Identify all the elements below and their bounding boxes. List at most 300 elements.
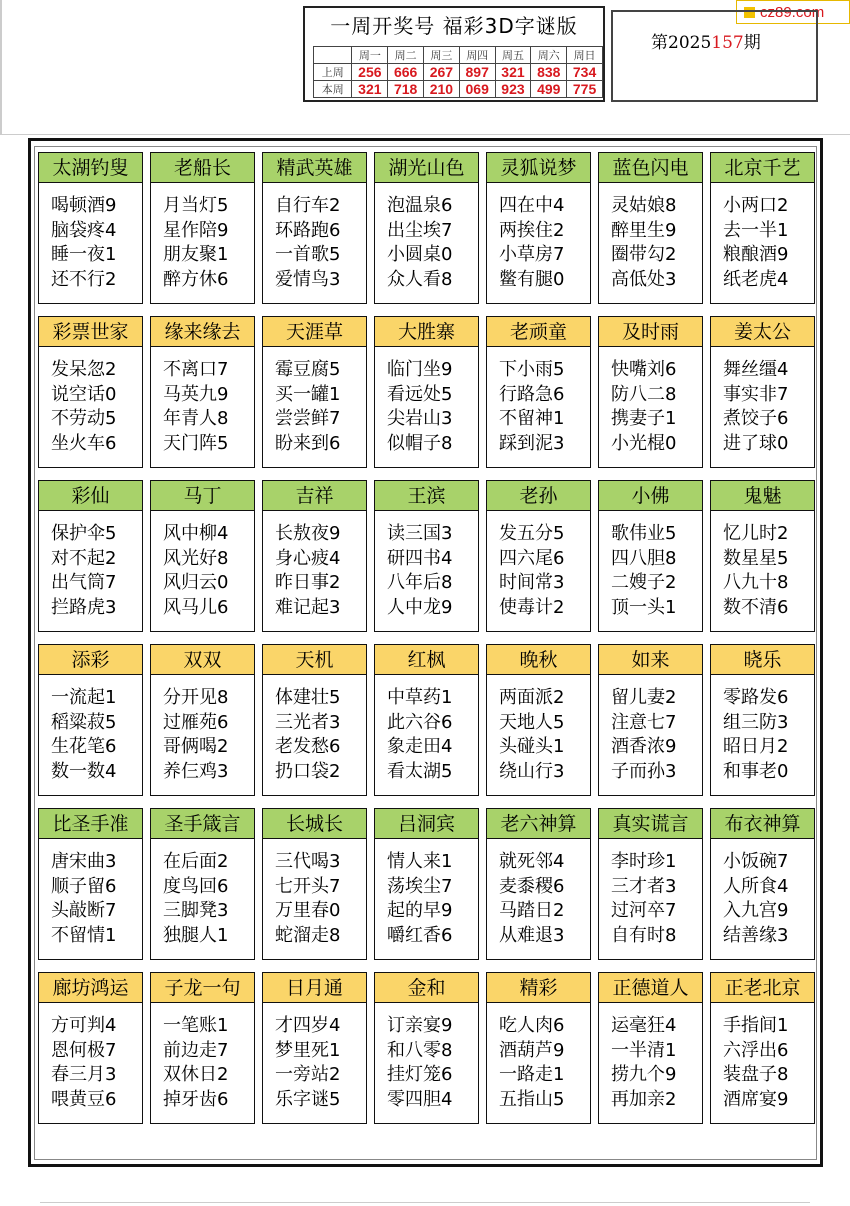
riddle-card (598, 972, 703, 1124)
riddle-lines (375, 675, 478, 784)
riddle-line: 研四书4 (387, 547, 453, 569)
riddle-card-title: 及时雨 (599, 317, 702, 347)
riddle-card (710, 972, 815, 1124)
riddle-line: 纸老虎4 (723, 268, 789, 290)
riddle-card-title: 彩票世家 (39, 317, 142, 347)
riddle-card (262, 152, 367, 304)
riddle-line: 度鸟回6 (163, 875, 229, 897)
riddle-line: 行路急6 (499, 383, 565, 405)
riddle-lines (711, 1003, 814, 1112)
riddle-line: 防八二8 (611, 383, 677, 405)
table-row (314, 64, 603, 81)
riddle-line: 灵姑娘8 (611, 195, 677, 216)
riddle-card (486, 972, 591, 1124)
draw-number: 897 (459, 64, 495, 81)
riddle-lines (487, 183, 590, 292)
riddle-lines (151, 183, 254, 292)
riddle-line: 三光者3 (275, 711, 341, 733)
riddle-line: 情人来1 (387, 851, 453, 872)
riddle-line: 恩何极7 (51, 1039, 117, 1061)
riddle-line: 和八零8 (387, 1039, 453, 1061)
draw-number: 718 (388, 81, 424, 98)
riddle-line: 四在中4 (499, 195, 565, 216)
riddle-line: 一笔账1 (163, 1015, 229, 1036)
riddle-lines (151, 1003, 254, 1112)
riddle-line: 风光好8 (163, 547, 229, 569)
riddle-line: 体建壮5 (275, 687, 341, 708)
riddle-card (150, 152, 255, 304)
riddle-line: 数一数4 (51, 760, 117, 782)
riddle-lines (711, 839, 814, 948)
riddle-line: 出尘埃7 (387, 219, 453, 241)
riddle-card (598, 152, 703, 304)
riddle-lines (487, 1003, 590, 1112)
riddle-line: 留儿妻2 (611, 687, 677, 708)
riddle-line: 环路跑6 (275, 219, 341, 241)
riddle-line: 拦路虎3 (51, 596, 117, 618)
riddle-line: 一半清1 (611, 1039, 677, 1061)
riddle-line: 似帽子8 (387, 432, 453, 454)
riddle-card-title: 添彩 (39, 645, 142, 675)
riddle-card-title: 北京千艺 (711, 153, 814, 183)
draw-number: 256 (352, 64, 388, 81)
riddle-card (262, 972, 367, 1124)
riddle-line: 三脚凳3 (163, 900, 229, 921)
riddle-lines (487, 675, 590, 784)
riddle-card (710, 480, 815, 632)
riddle-line: 扔口袋2 (275, 760, 341, 782)
riddle-line: 从难退3 (499, 924, 565, 946)
riddle-card (710, 808, 815, 960)
riddle-lines (263, 183, 366, 292)
riddle-line: 嚼红香6 (387, 924, 453, 946)
riddle-lines (599, 347, 702, 456)
riddle-line: 脑袋疼4 (51, 219, 117, 241)
riddle-line: 数星星5 (723, 547, 789, 569)
draw-number: 923 (495, 81, 531, 98)
riddle-line: 盼来到6 (275, 432, 341, 454)
riddle-line: 和事老0 (723, 760, 789, 782)
day-header: 周四 (459, 47, 495, 64)
riddle-line: 小草房7 (499, 244, 565, 265)
riddle-line: 李时珍1 (611, 851, 677, 872)
riddle-card (38, 316, 143, 468)
riddle-line: 快嘴刘6 (611, 359, 677, 380)
riddle-line: 四八胆8 (611, 547, 677, 569)
riddle-line: 歌伟业5 (611, 523, 677, 544)
riddle-card-title: 吕洞宾 (375, 809, 478, 839)
riddle-line: 星作陪9 (163, 219, 229, 241)
riddle-lines (151, 511, 254, 620)
riddle-line: 保护伞5 (51, 523, 117, 544)
riddle-line: 使毒计2 (499, 596, 565, 618)
riddle-line: 还不行2 (51, 268, 117, 290)
riddle-card-title: 天机 (263, 645, 366, 675)
draw-number: 499 (531, 81, 567, 98)
riddle-card-title: 正德道人 (599, 973, 702, 1003)
riddle-card-title: 真实谎言 (599, 809, 702, 839)
riddle-lines (263, 1003, 366, 1112)
riddle-line: 运毫狂4 (611, 1015, 677, 1036)
draw-number: 321 (352, 81, 388, 98)
riddle-card-title: 鬼魅 (711, 481, 814, 511)
day-header: 周六 (531, 47, 567, 64)
period-prefix: 第2025 (651, 33, 712, 53)
row-label: 本周 (314, 81, 352, 98)
period-number: 157 (711, 33, 744, 53)
riddle-line: 就死邻4 (499, 851, 565, 872)
riddle-line: 风马儿6 (163, 596, 229, 618)
riddle-line: 自行车2 (275, 195, 341, 216)
riddle-line: 过雁苑6 (163, 711, 229, 733)
riddle-line: 生花笔6 (51, 736, 117, 757)
riddle-line: 圈带勾2 (611, 244, 677, 265)
day-header: 周三 (424, 47, 460, 64)
riddle-line: 前边走7 (163, 1039, 229, 1061)
riddle-line: 方可判4 (51, 1015, 117, 1036)
riddle-line: 一路走1 (499, 1064, 565, 1085)
riddle-line: 春三月3 (51, 1064, 117, 1085)
riddle-line: 酒席宴9 (723, 1088, 789, 1110)
riddle-card-title: 天涯草 (263, 317, 366, 347)
day-header: 周日 (567, 47, 603, 64)
riddle-line: 梦里死1 (275, 1039, 341, 1061)
riddle-card-title: 老六神算 (487, 809, 590, 839)
riddle-card-title: 马丁 (151, 481, 254, 511)
riddle-line: 再加亲2 (611, 1088, 677, 1110)
period-suffix: 期 (743, 33, 761, 53)
riddle-card (374, 808, 479, 960)
riddle-line: 两挨住2 (499, 219, 565, 241)
riddle-lines (375, 347, 478, 456)
riddle-lines (39, 183, 142, 292)
riddle-line: 风归云0 (163, 572, 229, 593)
riddle-line: 人中龙9 (387, 596, 453, 618)
riddle-card (262, 480, 367, 632)
riddle-line: 蛇溜走8 (275, 924, 341, 946)
riddle-line: 过河卒7 (611, 900, 677, 921)
riddle-lines (599, 839, 702, 948)
riddle-line: 哥俩喝2 (163, 736, 229, 757)
riddle-lines (711, 511, 814, 620)
riddle-line: 众人看8 (387, 268, 453, 290)
riddle-card-title: 廊坊鸿运 (39, 973, 142, 1003)
riddle-line: 五指山5 (499, 1088, 565, 1110)
riddle-line: 一旁站2 (275, 1064, 341, 1085)
riddle-card (374, 152, 479, 304)
riddle-lines (375, 839, 478, 948)
riddle-card-title: 金和 (375, 973, 478, 1003)
riddle-line: 粮酿酒9 (723, 244, 789, 265)
riddle-line: 出气筒7 (51, 572, 117, 593)
day-header: 周五 (495, 47, 531, 64)
riddle-grid (38, 152, 816, 1124)
riddle-card-title: 圣手箴言 (151, 809, 254, 839)
riddle-line: 三才者3 (611, 875, 677, 897)
riddle-lines (39, 675, 142, 784)
riddle-card (710, 316, 815, 468)
riddle-lines (39, 511, 142, 620)
riddle-line: 万里春0 (275, 900, 341, 921)
riddle-card (38, 480, 143, 632)
riddle-line: 顶一头1 (611, 596, 677, 618)
riddle-lines (39, 1003, 142, 1112)
riddle-line: 小两口2 (723, 195, 789, 216)
riddle-lines (711, 675, 814, 784)
riddle-line: 麦黍稷6 (499, 875, 565, 897)
riddle-line: 醉方休6 (163, 268, 229, 290)
riddle-card-title: 双双 (151, 645, 254, 675)
riddle-line: 天地人5 (499, 711, 565, 733)
riddle-line: 朋友聚1 (163, 244, 229, 265)
riddle-lines (599, 675, 702, 784)
riddle-line: 一首歌5 (275, 244, 341, 265)
riddle-line: 头敲断7 (51, 900, 117, 921)
riddle-card (262, 644, 367, 796)
draw-number: 321 (495, 64, 531, 81)
riddle-card (598, 316, 703, 468)
riddle-line: 人所食4 (723, 875, 789, 897)
riddle-line: 爱情鸟3 (275, 268, 341, 290)
riddle-line: 长敖夜9 (275, 523, 341, 544)
riddle-line: 进了球0 (723, 432, 789, 454)
riddle-card-title: 如来 (599, 645, 702, 675)
riddle-lines (375, 183, 478, 292)
header-divider (0, 134, 850, 135)
riddle-line: 分开见8 (163, 687, 229, 708)
riddle-line: 不留情1 (51, 924, 117, 946)
riddle-line: 六浮出6 (723, 1039, 789, 1061)
riddle-line: 象走田4 (387, 736, 453, 757)
draw-number: 838 (531, 64, 567, 81)
riddle-line: 数不清6 (723, 596, 789, 618)
riddle-line: 起的早9 (387, 900, 453, 921)
riddle-card (150, 480, 255, 632)
riddle-lines (599, 511, 702, 620)
riddle-line: 结善缘3 (723, 924, 789, 946)
riddle-line: 时间常3 (499, 572, 565, 593)
riddle-card (486, 808, 591, 960)
riddle-line: 马踏日2 (499, 900, 565, 921)
riddle-line: 掉牙齿6 (163, 1088, 229, 1110)
riddle-card-title: 大胜寨 (375, 317, 478, 347)
riddle-line: 天门阵5 (163, 432, 229, 454)
riddle-line: 舞丝缰4 (723, 359, 789, 380)
riddle-lines (487, 347, 590, 456)
riddle-line: 头碰头1 (499, 736, 565, 757)
riddle-line: 捞九个9 (611, 1064, 677, 1085)
riddle-card-title: 老孙 (487, 481, 590, 511)
riddle-line: 事实非7 (723, 383, 789, 405)
draw-number: 775 (567, 81, 603, 98)
riddle-card (38, 152, 143, 304)
table-row (314, 81, 603, 98)
riddle-line: 去一半1 (723, 219, 789, 241)
riddle-card (262, 316, 367, 468)
riddle-line: 装盘子8 (723, 1064, 789, 1085)
riddle-line: 二嫂子2 (611, 572, 677, 593)
riddle-line: 下小雨5 (499, 359, 565, 380)
draw-number: 210 (424, 81, 460, 98)
riddle-line: 一流起1 (51, 687, 117, 708)
riddle-lines (711, 347, 814, 456)
riddle-line: 喝顿酒9 (51, 195, 117, 216)
riddle-card-title: 灵狐说梦 (487, 153, 590, 183)
riddle-line: 入九宫9 (723, 900, 789, 921)
riddle-card (374, 316, 479, 468)
riddle-line: 养仨鸡3 (163, 760, 229, 782)
riddle-line: 荡埃尘7 (387, 875, 453, 897)
draw-results-panel (303, 6, 605, 102)
riddle-line: 说空话0 (51, 383, 117, 405)
draw-number: 734 (567, 64, 603, 81)
riddle-line: 老发愁6 (275, 736, 341, 757)
riddle-line: 携妻子1 (611, 408, 677, 429)
riddle-line: 双休日2 (163, 1064, 229, 1085)
riddle-line: 此六谷6 (387, 711, 453, 733)
riddle-line: 临门坐9 (387, 359, 453, 380)
draw-number: 666 (388, 64, 424, 81)
riddle-line: 四六尾6 (499, 547, 565, 569)
riddle-lines (487, 511, 590, 620)
draw-number: 267 (424, 64, 460, 81)
footer-divider (40, 1202, 810, 1203)
draw-results-table (313, 46, 603, 98)
riddle-line: 尝尝鲜7 (275, 408, 341, 429)
riddle-line: 零四胆4 (387, 1088, 453, 1110)
riddle-card (598, 808, 703, 960)
riddle-card (374, 972, 479, 1124)
riddle-card-title: 小佛 (599, 481, 702, 511)
riddle-card (710, 152, 815, 304)
riddle-line: 八年后8 (387, 572, 453, 593)
riddle-line: 顺子留6 (51, 875, 117, 897)
riddle-card-title: 日月通 (263, 973, 366, 1003)
riddle-line: 乐字谜5 (275, 1088, 341, 1110)
table-header-row (314, 47, 603, 64)
riddle-line: 吃人肉6 (499, 1015, 565, 1036)
riddle-line: 买一罐1 (275, 383, 341, 405)
riddle-line: 醉里生9 (611, 219, 677, 241)
riddle-line: 三代喝3 (275, 851, 341, 872)
riddle-card (598, 480, 703, 632)
riddle-lines (487, 839, 590, 948)
riddle-line: 七开头7 (275, 875, 341, 897)
riddle-card-title: 比圣手准 (39, 809, 142, 839)
riddle-card (486, 480, 591, 632)
riddle-line: 喂黄豆6 (51, 1088, 117, 1110)
riddle-line: 看太湖5 (387, 760, 453, 782)
riddle-card-title: 晓乐 (711, 645, 814, 675)
riddle-line: 踩到泥3 (499, 432, 565, 454)
riddle-card (150, 808, 255, 960)
riddle-line: 稻粱菽5 (51, 711, 117, 733)
riddle-line: 风中柳4 (163, 523, 229, 544)
riddle-lines (151, 675, 254, 784)
riddle-card-title: 晚秋 (487, 645, 590, 675)
riddle-line: 发五分5 (499, 523, 565, 544)
riddle-line: 手指间1 (723, 1015, 789, 1036)
riddle-line: 忆儿时2 (723, 523, 789, 544)
riddle-lines (375, 511, 478, 620)
riddle-lines (151, 347, 254, 456)
riddle-card (150, 644, 255, 796)
riddle-card (486, 152, 591, 304)
riddle-line: 独腿人1 (163, 924, 229, 946)
riddle-card (710, 644, 815, 796)
riddle-line: 月当灯5 (163, 195, 229, 216)
riddle-line: 在后面2 (163, 851, 229, 872)
day-header: 周一 (352, 47, 388, 64)
riddle-line: 才四岁4 (275, 1015, 341, 1036)
riddle-card-title: 太湖钓叟 (39, 153, 142, 183)
riddle-line: 煮饺子6 (723, 408, 789, 429)
riddle-card (38, 808, 143, 960)
riddle-line: 坐火车6 (51, 432, 117, 454)
riddle-line: 看远处5 (387, 383, 453, 405)
riddle-card (38, 644, 143, 796)
riddle-line: 小圆桌0 (387, 244, 453, 265)
riddle-line: 订亲宴9 (387, 1015, 453, 1036)
riddle-card-title: 吉祥 (263, 481, 366, 511)
riddle-line: 不劳动5 (51, 408, 117, 429)
logo-text: cz89.com (760, 3, 825, 21)
riddle-card (598, 644, 703, 796)
left-edge-line (0, 0, 2, 134)
riddle-line: 组三防3 (723, 711, 789, 733)
riddle-card (486, 644, 591, 796)
riddle-line: 两面派2 (499, 687, 565, 708)
riddle-line: 难记起3 (275, 596, 341, 618)
riddle-line: 对不起2 (51, 547, 117, 569)
riddle-card (150, 972, 255, 1124)
riddle-card-title: 彩仙 (39, 481, 142, 511)
riddle-card (486, 316, 591, 468)
riddle-card-title: 湖光山色 (375, 153, 478, 183)
riddle-line: 酒葫芦9 (499, 1039, 565, 1061)
riddle-lines (599, 1003, 702, 1112)
riddle-line: 不离口7 (163, 359, 229, 380)
draw-number: 069 (459, 81, 495, 98)
riddle-card-title: 布衣神算 (711, 809, 814, 839)
riddle-lines (39, 347, 142, 456)
riddle-line: 绕山行3 (499, 760, 565, 782)
riddle-line: 霉豆腐5 (275, 359, 341, 380)
riddle-card-title: 缘来缘去 (151, 317, 254, 347)
riddle-lines (39, 839, 142, 948)
riddle-line: 小饭碗7 (723, 851, 789, 872)
riddle-line: 酒香浓9 (611, 736, 677, 757)
riddle-line: 唐宋曲3 (51, 851, 117, 872)
riddle-line: 自有时8 (611, 924, 677, 946)
riddle-card (38, 972, 143, 1124)
riddle-line: 八九十8 (723, 572, 789, 593)
riddle-card-title: 老顽童 (487, 317, 590, 347)
riddle-card-title: 老船长 (151, 153, 254, 183)
period-panel (611, 10, 818, 102)
riddle-line: 马英九9 (163, 383, 229, 405)
riddle-line: 零路发6 (723, 687, 789, 708)
riddle-card-title: 精彩 (487, 973, 590, 1003)
riddle-line: 读三国3 (387, 523, 453, 544)
riddle-line: 小光棍0 (611, 432, 677, 454)
row-label: 上周 (314, 64, 352, 81)
riddle-card-title: 王滨 (375, 481, 478, 511)
riddle-card-title: 姜太公 (711, 317, 814, 347)
riddle-card (374, 644, 479, 796)
riddle-lines (263, 839, 366, 948)
riddle-lines (375, 1003, 478, 1112)
